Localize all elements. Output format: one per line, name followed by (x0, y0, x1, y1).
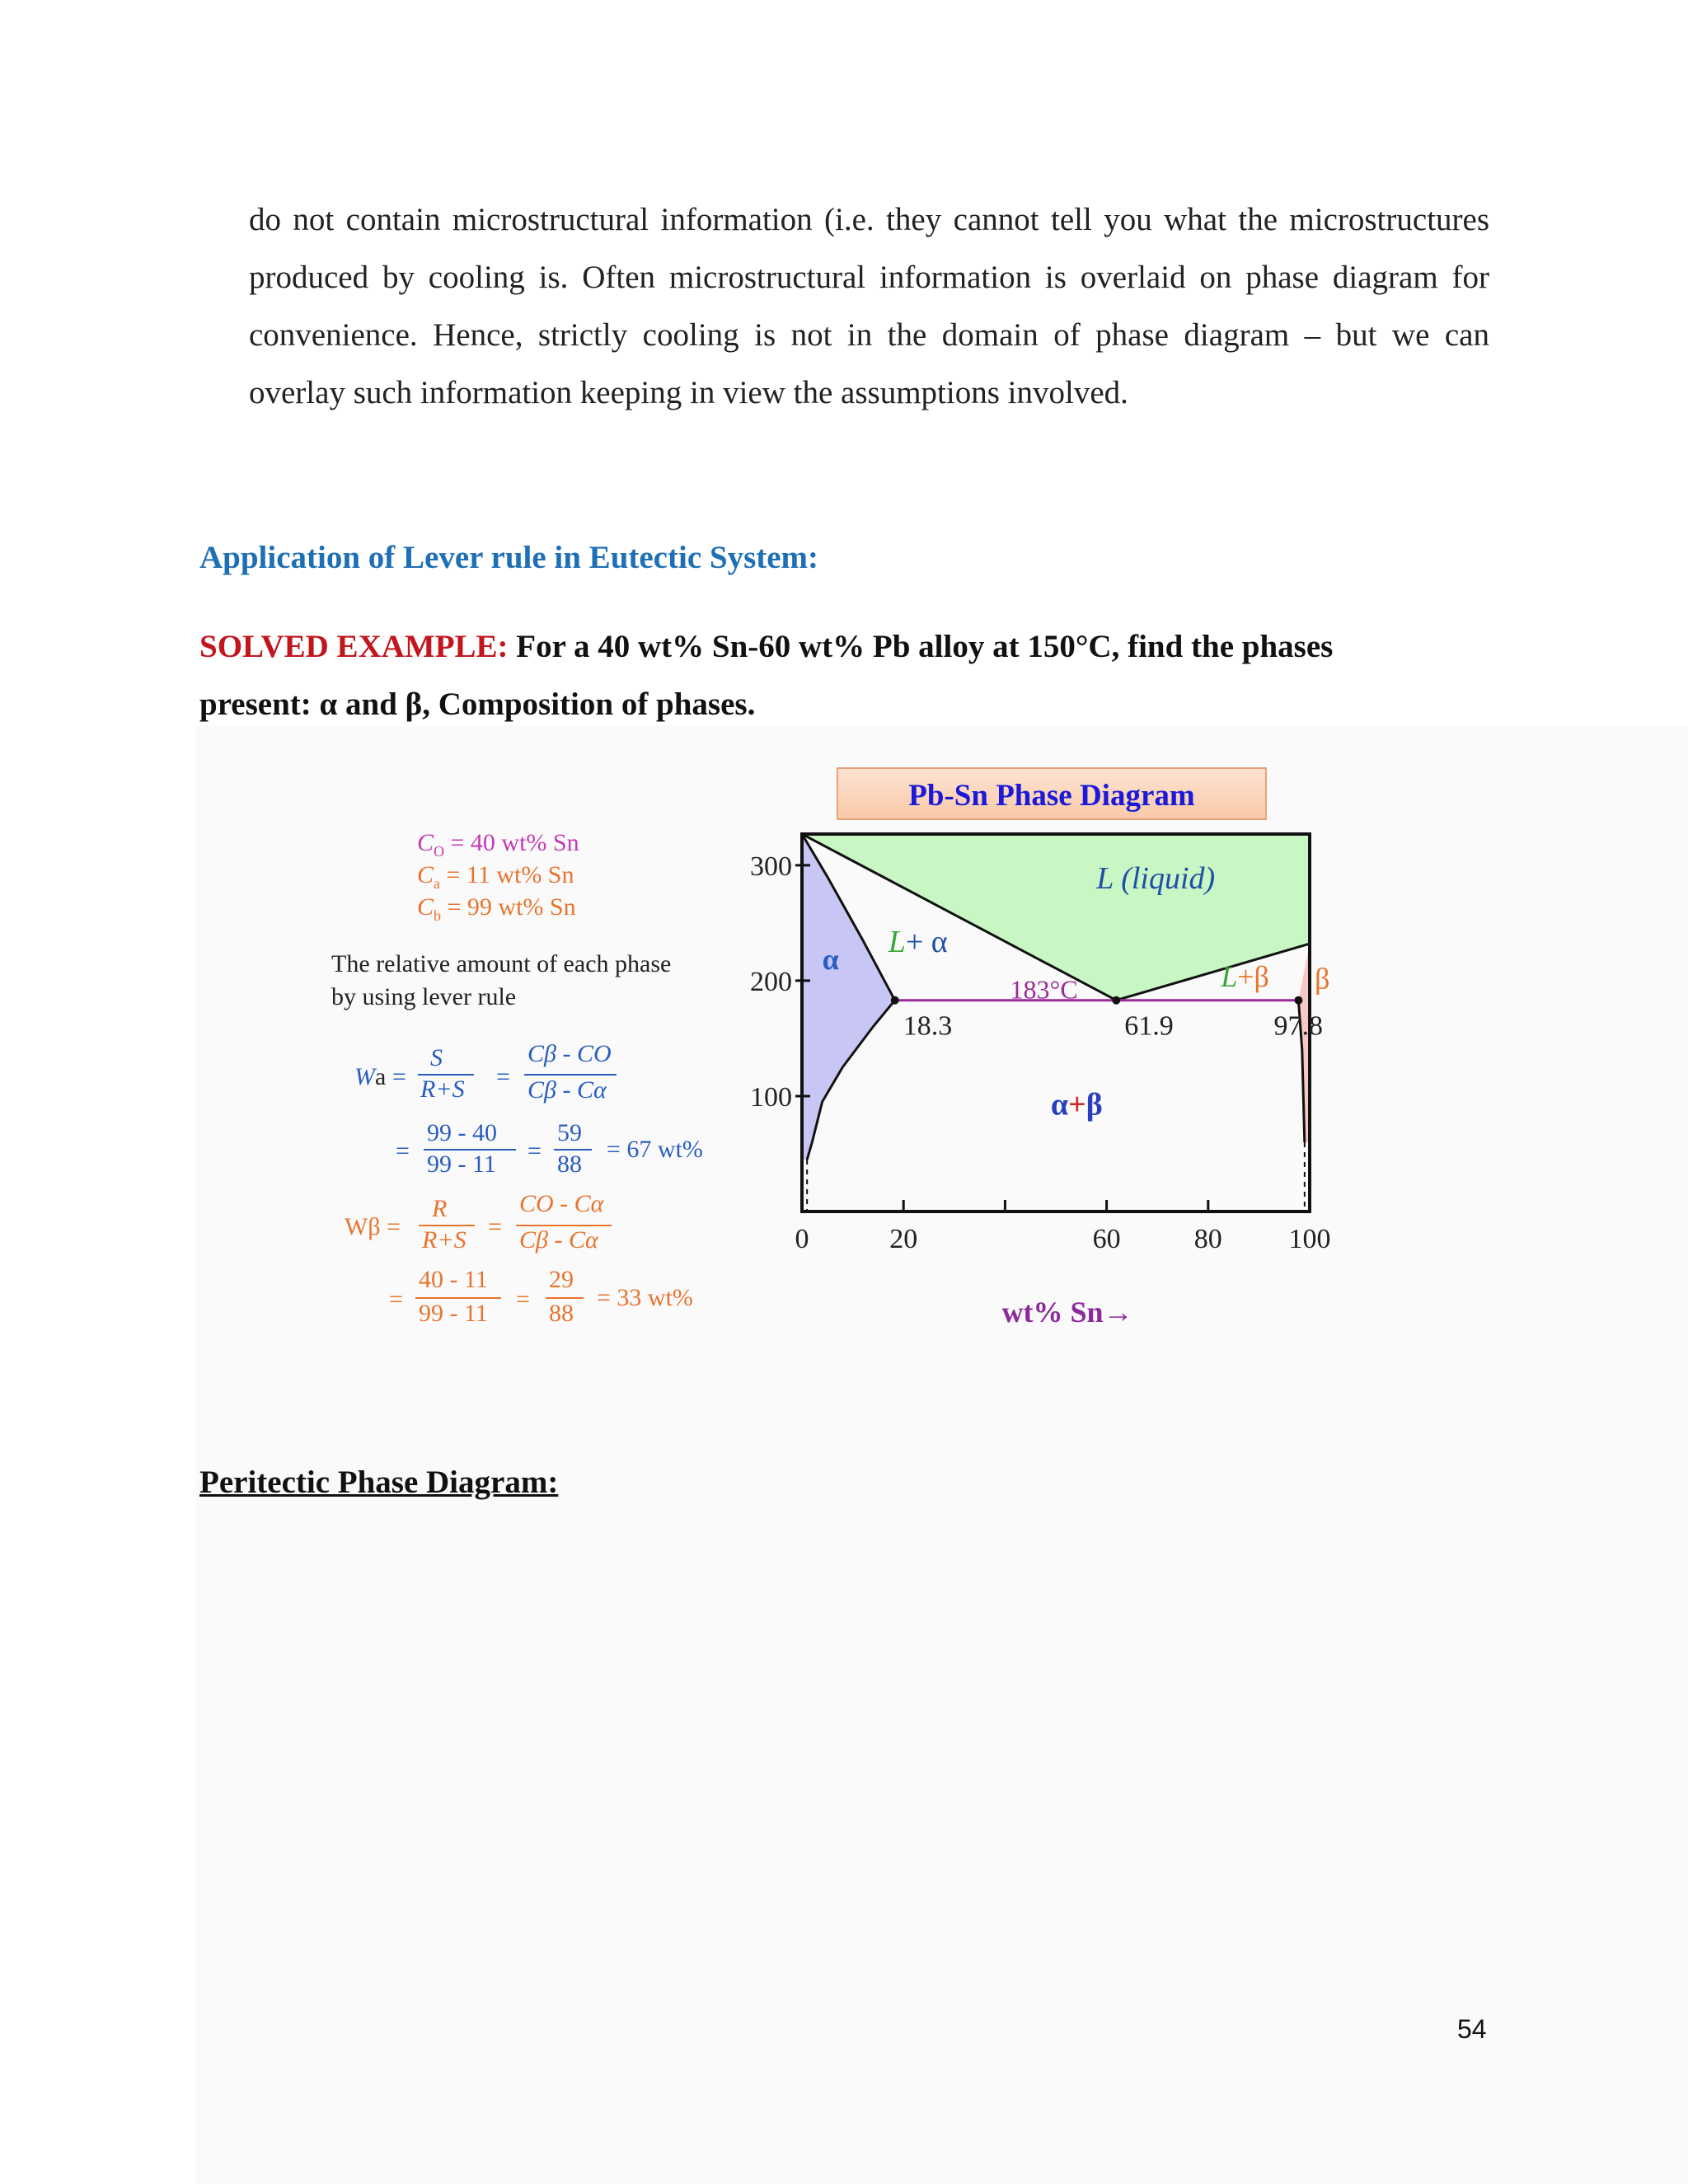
lever-text-line2: by using lever rule (331, 983, 517, 1010)
w-alpha-den1: R+S (420, 1076, 465, 1103)
example-question-line2: present: α and β, Composition of phases. (199, 687, 756, 722)
w-beta-den3: 99 - 11 (419, 1300, 488, 1327)
ca-composition: $C_a = 11$ wt% Sn (417, 861, 574, 892)
w-alpha-den2: Cβ - Cα (528, 1076, 607, 1104)
w-beta-result: = 33 wt% (597, 1284, 693, 1311)
x-tick-label: 20 (889, 1224, 918, 1254)
w-beta-num3: 40 - 11 (419, 1266, 488, 1293)
peritectic-heading: Peritectic Phase Diagram: (199, 1465, 559, 1500)
region-beta-label: β (1315, 962, 1330, 996)
equals-sign: = (496, 1063, 510, 1090)
region-liquid-label: L (liquid) (1096, 860, 1216, 896)
point-label-2: 97.8 (1273, 1010, 1323, 1042)
para-line-3: convenience. Hence, strictly cooling is not in the domain of phase diagram – but we can (249, 317, 1489, 353)
x-tick-label: 100 (1288, 1224, 1331, 1254)
eutectic-temp-label: 183°C (1010, 974, 1078, 1005)
x-tick-label: 80 (1193, 1224, 1222, 1254)
region-l-alpha-label: L+ α (888, 924, 948, 959)
w-alpha-num4: 59 (557, 1119, 582, 1146)
w-alpha-num2: Cβ - CO (528, 1040, 612, 1067)
point-marker-2 (1294, 996, 1302, 1005)
y-tick-label: 200 (750, 966, 792, 997)
para-line-1: do not contain microstructural information (i.e. they cannot tell you what the microstructures (249, 202, 1489, 237)
equals-sign: = (389, 1286, 403, 1313)
x-tick-label: 60 (1092, 1224, 1121, 1254)
page-number: 54 (1457, 2014, 1487, 2044)
example-question: For a 40 wt% Sn-60 wt% Pb alloy at 150°C, find the phases (508, 629, 1334, 664)
example-label: SOLVED EXAMPLE: (199, 629, 509, 664)
equals-sign: = (396, 1137, 410, 1165)
chart-plot (750, 834, 1331, 1329)
w-beta-den4: 88 (549, 1300, 574, 1327)
point-label-1: 61.9 (1124, 1010, 1174, 1042)
equals-sign: = (528, 1137, 542, 1165)
section-heading: Application of Lever rule in Eutectic System: (199, 540, 819, 575)
w-beta-num4: 29 (549, 1266, 574, 1293)
equals-sign: = (488, 1213, 502, 1240)
point-label-0: 18.3 (903, 1010, 953, 1042)
equals-sign: = (516, 1286, 530, 1313)
w-alpha-den4: 88 (557, 1151, 582, 1178)
w-beta-den2: Cβ - Cα (519, 1226, 598, 1254)
co-composition: $C_O = 40$ wt% Sn (417, 829, 579, 860)
w-beta-num2: CO - Cα (519, 1190, 604, 1217)
point-marker-0 (891, 996, 899, 1005)
cb-composition: $C_b = 99$ wt% Sn (417, 893, 576, 924)
w-alpha-num1: S (430, 1044, 443, 1071)
region-alpha-label: α (822, 942, 839, 976)
para-line-4: overlay such information keeping in view the assumptions involved. (249, 375, 1128, 410)
alpha-region (802, 834, 895, 1160)
para-line-2: produced by cooling is. Often microstructural information is overlaid on phase diagram for (249, 260, 1489, 295)
chart-title: Pb-Sn Phase Diagram (908, 779, 1195, 813)
point-marker-1 (1112, 996, 1120, 1005)
w-beta-den1: R+S (422, 1226, 467, 1254)
w-alpha-num3: 99 - 40 (427, 1119, 497, 1146)
x-axis-label: wt% Sn→ (1001, 1296, 1133, 1329)
w-alpha-result: = 67 wt% (607, 1136, 703, 1163)
w-beta-num1: R (432, 1195, 448, 1222)
region-l-beta-label: L+β (1221, 959, 1269, 993)
w-alpha-label: Wa = (354, 1063, 406, 1090)
x-tick-label: 0 (795, 1224, 809, 1254)
w-alpha-den3: 99 - 11 (427, 1151, 496, 1178)
region-alpha-beta-label: α+β (1050, 1087, 1103, 1122)
y-tick-label: 300 (750, 851, 792, 882)
w-beta-label: Wβ = (345, 1213, 401, 1240)
lever-text-line1: The relative amount of each phase (331, 950, 672, 977)
y-tick-label: 100 (750, 1081, 792, 1113)
